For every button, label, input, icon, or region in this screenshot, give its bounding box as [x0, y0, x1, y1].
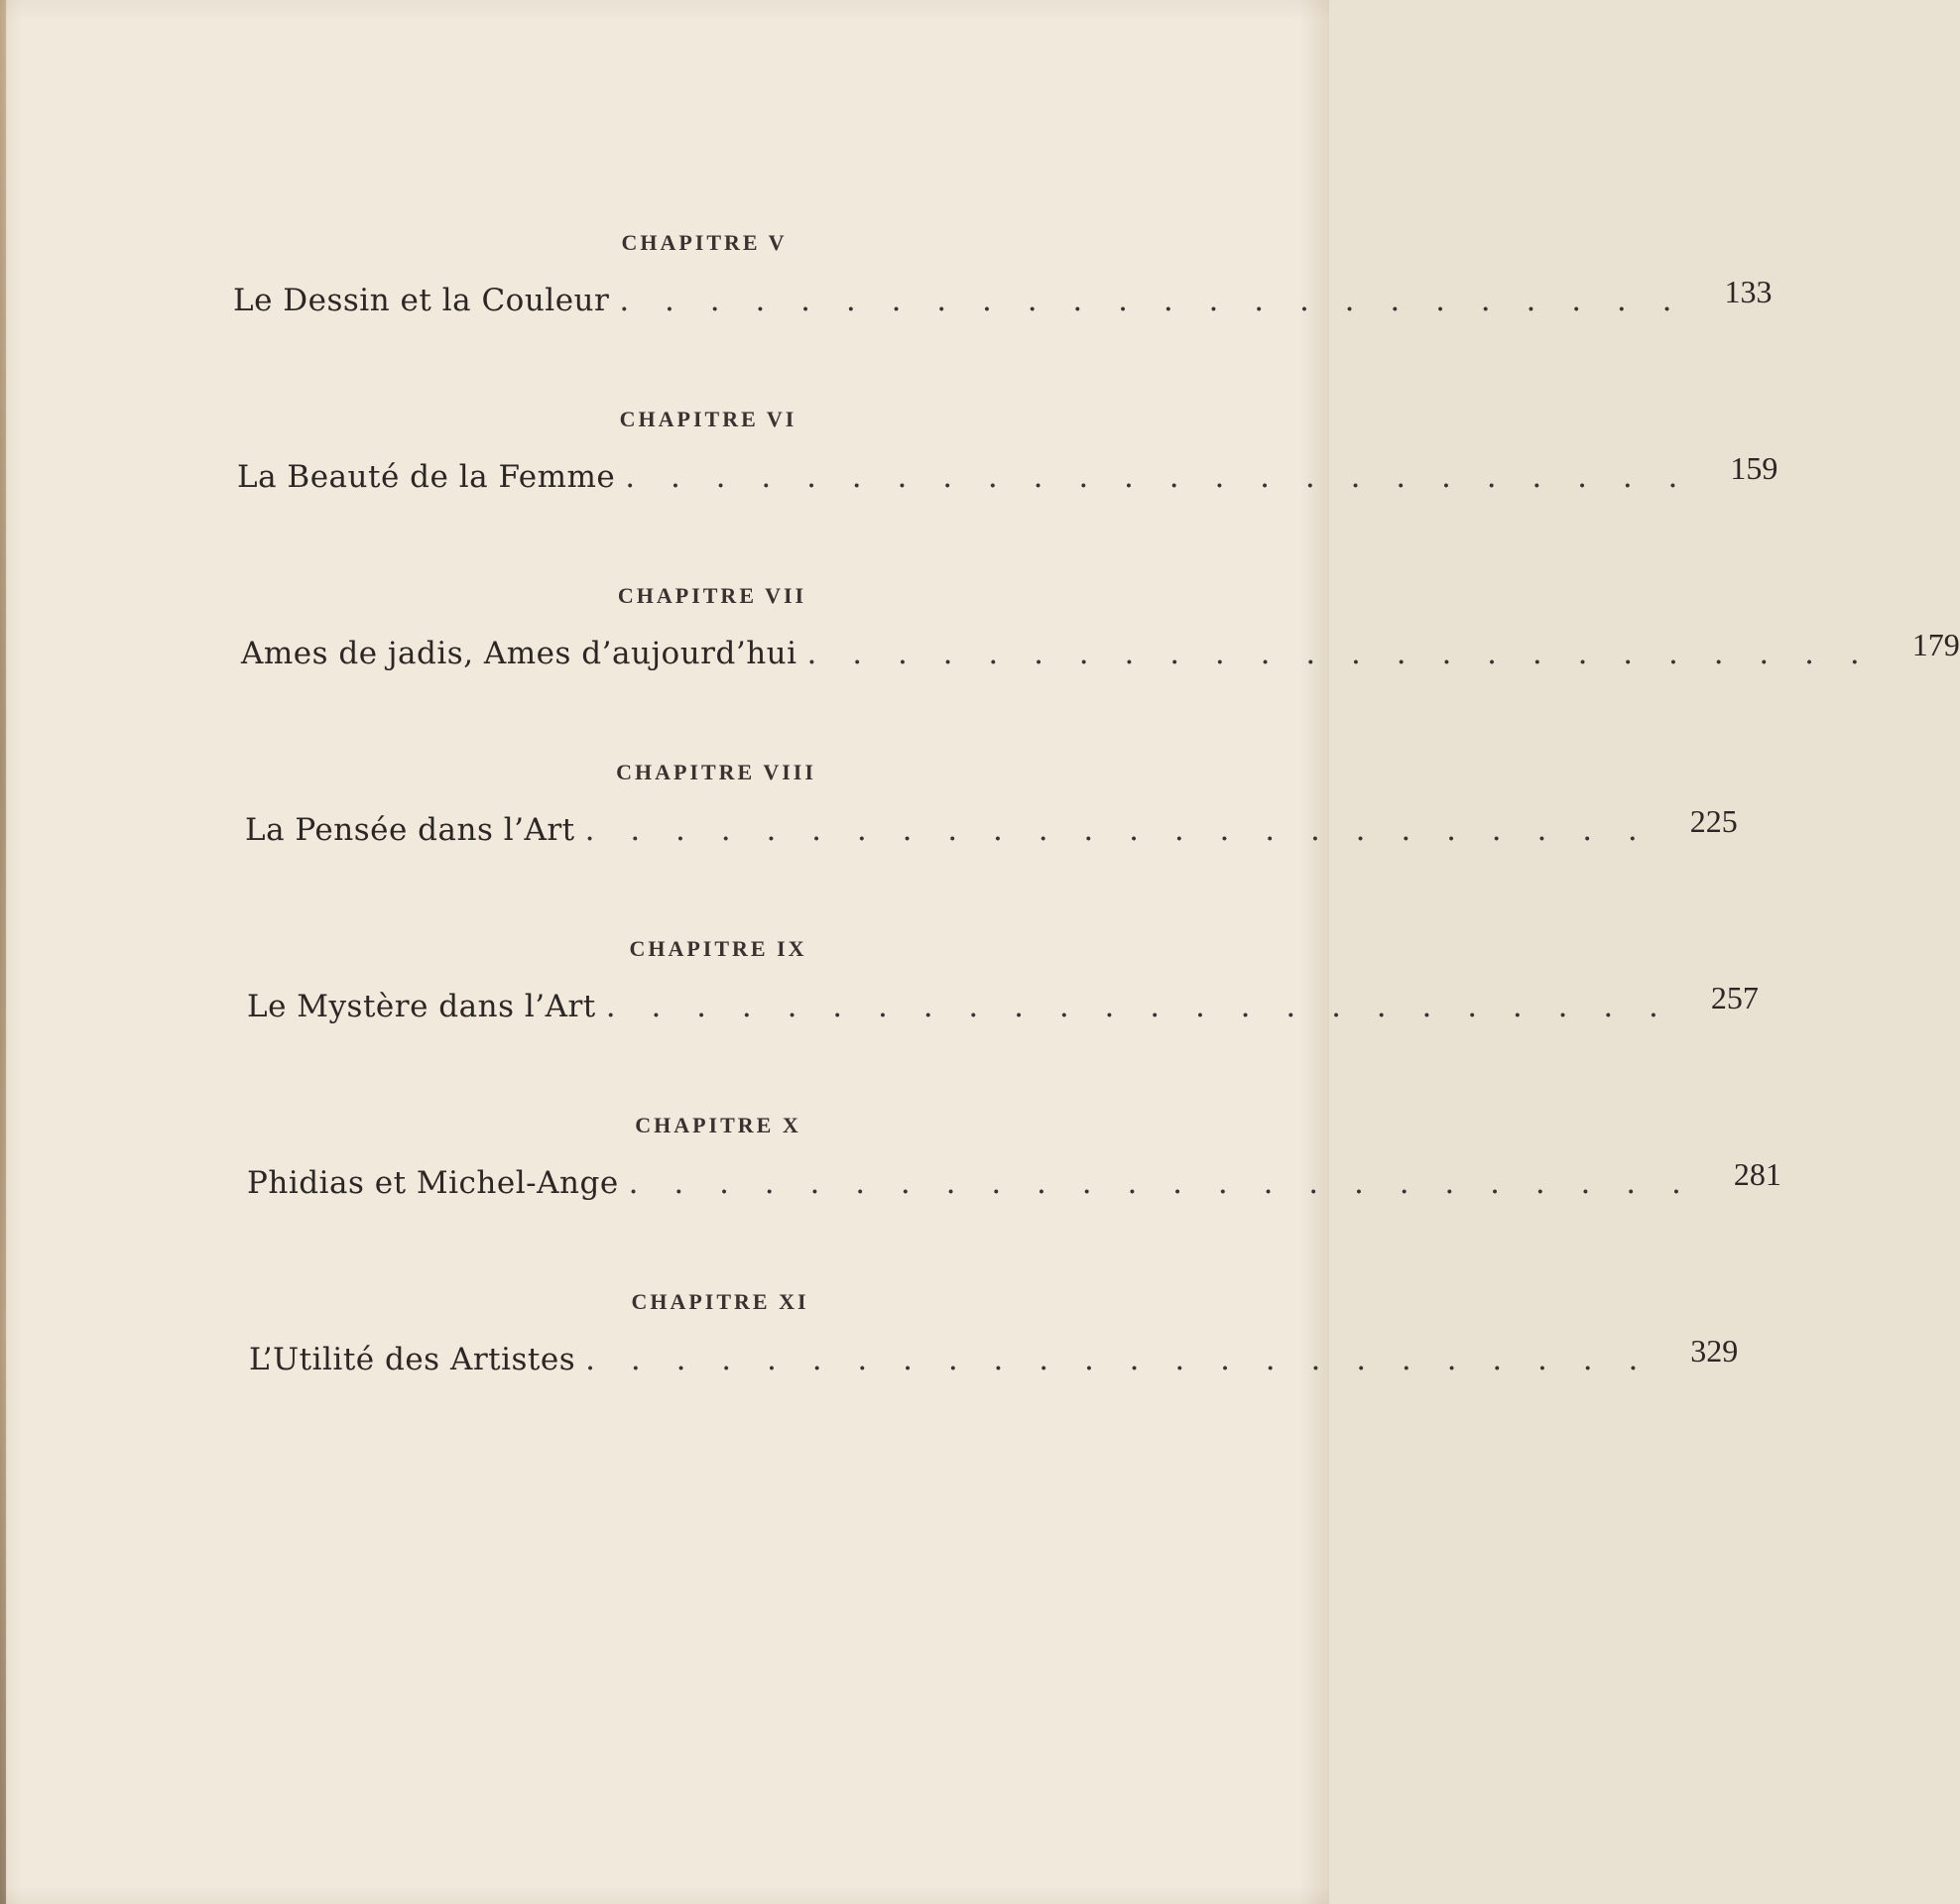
- page-number: 225: [1689, 803, 1738, 839]
- page-number: 281: [1733, 1156, 1781, 1192]
- chapter-title: Le Mystère dans l’Art: [247, 989, 596, 1024]
- toc-line: [241, 627, 1960, 673]
- page-number: 133: [1724, 274, 1773, 309]
- toc-entry: [233, 228, 1773, 405]
- chapter-title: La Beauté de la Femme: [237, 459, 616, 495]
- chapter-title: La Pensée dans l’Art: [245, 812, 575, 848]
- chapter-label: CHAPITRE VI: [619, 407, 797, 431]
- dot-leader: . . . . . . . . . . . . . . . . . . . . . . . .: [625, 459, 1691, 495]
- page-edge: [0, 0, 6, 1904]
- dot-leader: . . . . . . . . . . . . . . . . . . . . . . . .: [628, 1165, 1694, 1201]
- chapter-label: CHAPITRE VIII: [616, 760, 816, 784]
- toc-line: [237, 450, 1778, 497]
- table-of-contents: [233, 228, 1960, 1464]
- chapter-label: CHAPITRE X: [635, 1113, 801, 1137]
- chapter-title: L’Utilité des Artistes: [249, 1342, 576, 1377]
- toc-line: [233, 274, 1773, 320]
- page-number: 179: [1911, 627, 1960, 662]
- dot-leader: . . . . . . . . . . . . . . . . . . . . . . . .: [585, 1342, 1652, 1377]
- chapter-label: CHAPITRE VII: [617, 583, 807, 608]
- page-number: 257: [1710, 980, 1759, 1015]
- toc-line: [247, 1156, 1781, 1203]
- toc-entry: [249, 1287, 1739, 1464]
- dot-leader: . . . . . . . . . . . . . . . . . . . . . . . .: [584, 812, 1651, 848]
- chapter-title: Ames de jadis, Ames d’aujourd’hui: [241, 636, 797, 671]
- toc-entry: [241, 581, 1960, 758]
- toc-entry: [247, 934, 1759, 1111]
- dot-leader: . . . . . . . . . . . . . . . . . . . . . . . .: [619, 283, 1685, 318]
- toc-entry: [237, 405, 1778, 581]
- toc-line: [249, 1333, 1739, 1379]
- chapter-label: CHAPITRE V: [621, 230, 788, 255]
- dot-leader: . . . . . . . . . . . . . . . . . . . . . . . .: [806, 636, 1873, 671]
- chapter-label: CHAPITRE IX: [629, 936, 807, 961]
- toc-line: [245, 803, 1738, 850]
- chapter-title: Le Dessin et la Couleur: [233, 283, 610, 318]
- toc-entry: [245, 758, 1738, 934]
- toc-entry: [247, 1111, 1781, 1287]
- chapter-title: Phidias et Michel-Ange: [247, 1165, 619, 1201]
- page-number: 329: [1690, 1333, 1739, 1368]
- toc-line: [247, 980, 1759, 1026]
- page-number: 159: [1730, 450, 1778, 486]
- dot-leader: . . . . . . . . . . . . . . . . . . . . . . . .: [605, 989, 1671, 1024]
- chapter-label: CHAPITRE XI: [631, 1289, 809, 1314]
